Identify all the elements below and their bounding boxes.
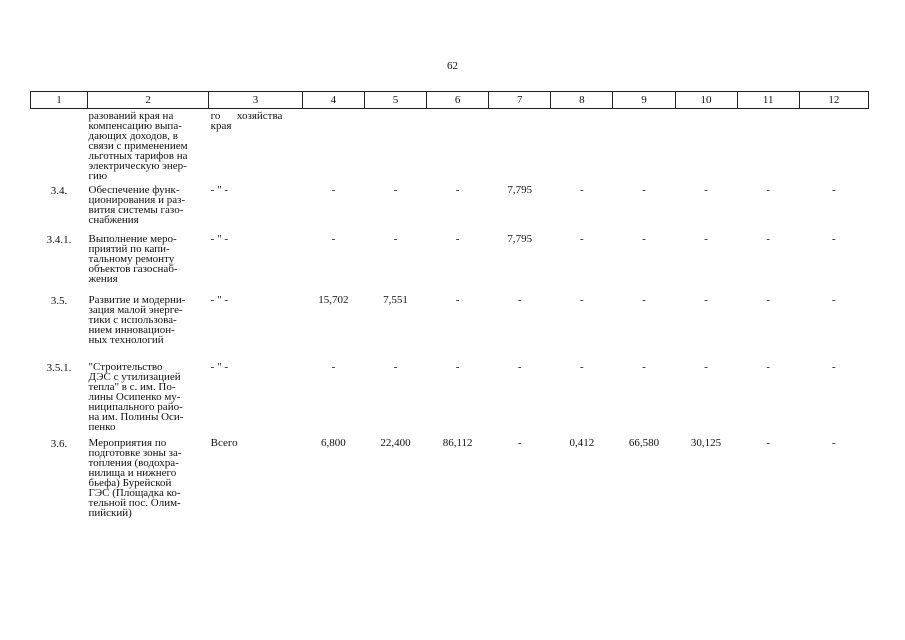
row-number: 3.4.1. (46, 233, 72, 246)
row-value-col-10: 30,125 (690, 436, 722, 449)
column-header: 11 (737, 92, 799, 109)
row-value-col-7 (489, 109, 551, 183)
column-header: 2 (88, 92, 209, 109)
row-name-line: тики с использова- (88, 313, 177, 326)
row-name-line: снабжения (88, 213, 139, 226)
row-source (209, 183, 303, 232)
row-value-col-4: - (331, 232, 336, 245)
table-row (31, 183, 869, 232)
table-row (31, 360, 869, 436)
row-source (209, 360, 303, 436)
row-value-col-7: - (517, 436, 522, 449)
row-value-col-8: - (580, 232, 584, 245)
column-header: 8 (551, 92, 613, 109)
column-header: 6 (427, 92, 489, 109)
table-row (31, 109, 869, 183)
row-number (31, 109, 88, 183)
row-value-col-8: - (580, 183, 584, 196)
row-name-line: подготовке зоны за- (88, 446, 182, 459)
row-name-line: ционирования и раз- (88, 193, 186, 206)
column-header: 3 (209, 92, 303, 109)
row-value-col-8 (551, 109, 613, 183)
row-source (209, 232, 303, 293)
row-value-col-6 (427, 109, 489, 183)
row-name-line: пенко (88, 420, 116, 433)
row-value-col-7: 7,795 (507, 183, 533, 196)
column-header: 5 (364, 92, 426, 109)
column-header-row (31, 92, 869, 109)
row-source-line: го хозяйства (210, 110, 283, 122)
row-value-col-12: - (832, 293, 836, 306)
column-header: 7 (489, 92, 551, 109)
row-name-line: ГЭС (Площадка ко- (88, 486, 181, 499)
row-value-col-9: 66,580 (628, 436, 660, 449)
row-value-col-8: 0,412 (569, 436, 595, 449)
table-body (31, 109, 869, 536)
row-name-line: связи с применением (88, 140, 188, 152)
row-value-col-9: - (642, 232, 646, 245)
row-name-line: тепла" в с. им. По- (88, 380, 176, 393)
row-source (209, 293, 303, 360)
row-value-col-10: - (704, 360, 708, 373)
table-row (31, 232, 869, 293)
row-name-line: гию (88, 170, 108, 182)
row-name-line: жения (88, 272, 118, 285)
row-value-col-6: - (455, 183, 460, 196)
row-source-line: - " - (210, 360, 228, 373)
row-name-line: лины Осипенко му- (88, 390, 181, 403)
row-name-line: зация малой энерге- (88, 303, 183, 316)
row-source-line: - " - (210, 293, 228, 306)
row-value-col-9: - (642, 360, 646, 373)
row-name (88, 293, 209, 360)
row-name-line: ДЭС с утилизацией (88, 370, 181, 383)
row-name-line: Развитие и модерни- (88, 293, 186, 306)
row-source-line: - " - (210, 232, 228, 245)
row-value-col-12: - (832, 360, 836, 373)
row-value-col-4: 6,800 (321, 436, 346, 449)
row-name-line: тальному ремонту (88, 252, 175, 265)
column-header: 1 (31, 92, 88, 109)
row-value-col-11: - (766, 293, 770, 306)
column-header: 9 (613, 92, 675, 109)
row-source-line: края (210, 120, 232, 132)
row-value-col-12: - (832, 436, 836, 449)
row-value-col-6: 86,112 (442, 436, 473, 449)
row-number: 3.5.1. (46, 361, 72, 374)
column-header: 12 (799, 92, 868, 109)
row-value-col-6: - (455, 360, 460, 373)
row-name-line: "Строительство (88, 360, 163, 373)
row-value-col-5: 7,551 (383, 293, 408, 306)
page-number: 62 (447, 60, 458, 72)
row-name-line: объектов газоснаб- (88, 262, 178, 275)
table-row (31, 293, 869, 360)
row-name-line: топления (водохра- (88, 456, 179, 469)
row-name-line: пийский) (88, 506, 132, 519)
row-value-col-4: - (331, 360, 336, 373)
row-value-col-11: - (766, 232, 770, 245)
row-value-col-8: - (580, 360, 584, 373)
row-name (88, 360, 209, 436)
row-name-line: дающих доходов, в (88, 130, 178, 142)
row-value-col-12: - (832, 232, 836, 245)
data-table (30, 91, 869, 536)
row-value-col-9 (613, 109, 675, 183)
row-value-col-11: - (766, 436, 770, 449)
row-name-line: Выполнение меро- (88, 232, 177, 245)
row-value-col-10: - (704, 183, 708, 196)
row-name-line: на им. Полины Оси- (88, 410, 184, 423)
row-value-col-5: - (393, 360, 398, 373)
row-name-line: разований края на (88, 110, 174, 122)
row-source-line: - " - (210, 183, 228, 196)
row-value-col-7: - (517, 293, 522, 306)
row-name-line: тельной пос. Олим- (88, 496, 181, 509)
row-number: 3.6. (50, 437, 68, 450)
row-name (88, 436, 209, 536)
row-value-col-5: 22,400 (380, 436, 411, 449)
row-value-col-10 (675, 109, 737, 183)
row-value-col-7: 7,795 (507, 232, 533, 245)
row-value-col-11: - (766, 183, 770, 196)
row-value-col-5: - (393, 232, 398, 245)
row-name (88, 232, 209, 293)
column-header: 4 (302, 92, 364, 109)
row-name-line: ниципального райо- (88, 400, 183, 413)
row-name-line: приятий по капи- (88, 242, 170, 255)
row-name-line: ных технологий (88, 333, 164, 346)
row-value-col-4: 15,702 (318, 293, 349, 306)
column-header: 10 (675, 92, 737, 109)
row-name-line: вития системы газо- (88, 203, 184, 216)
row-value-col-7: - (517, 360, 522, 373)
row-name-line: электрическую энер- (88, 160, 187, 172)
row-value-col-12: - (832, 183, 836, 196)
row-value-col-6: - (455, 232, 460, 245)
row-value-col-9: - (642, 183, 646, 196)
row-name-line: бьефа) Бурейской (88, 476, 172, 489)
row-value-col-10: - (704, 232, 708, 245)
row-value-col-4: - (331, 183, 336, 196)
row-name-line: льготных тарифов на (88, 150, 188, 162)
row-source (209, 109, 303, 183)
row-name (88, 109, 209, 183)
row-value-col-9: - (642, 293, 646, 306)
row-number: 3.5. (50, 294, 68, 307)
row-value-col-5: - (393, 183, 398, 196)
row-name (88, 183, 209, 232)
row-name-line: Обеспечение функ- (88, 183, 180, 196)
row-source (209, 436, 303, 536)
row-name-line: нилища и нижнего (88, 466, 177, 479)
row-value-col-4 (302, 109, 364, 183)
row-value-col-11 (737, 109, 799, 183)
table-row (31, 436, 869, 536)
row-value-col-11: - (766, 360, 770, 373)
row-value-col-5 (364, 109, 426, 183)
row-name-line: Мероприятия по (88, 436, 167, 449)
row-name-line: нием инновацион- (88, 323, 175, 336)
row-source-line: Всего (210, 436, 238, 449)
row-number: 3.4. (50, 184, 68, 197)
row-name-line: компенсацию выпа- (88, 120, 182, 132)
row-value-col-10: - (704, 293, 708, 306)
row-value-col-12 (799, 109, 868, 183)
row-value-col-6: - (455, 293, 460, 306)
row-value-col-8: - (580, 293, 584, 306)
